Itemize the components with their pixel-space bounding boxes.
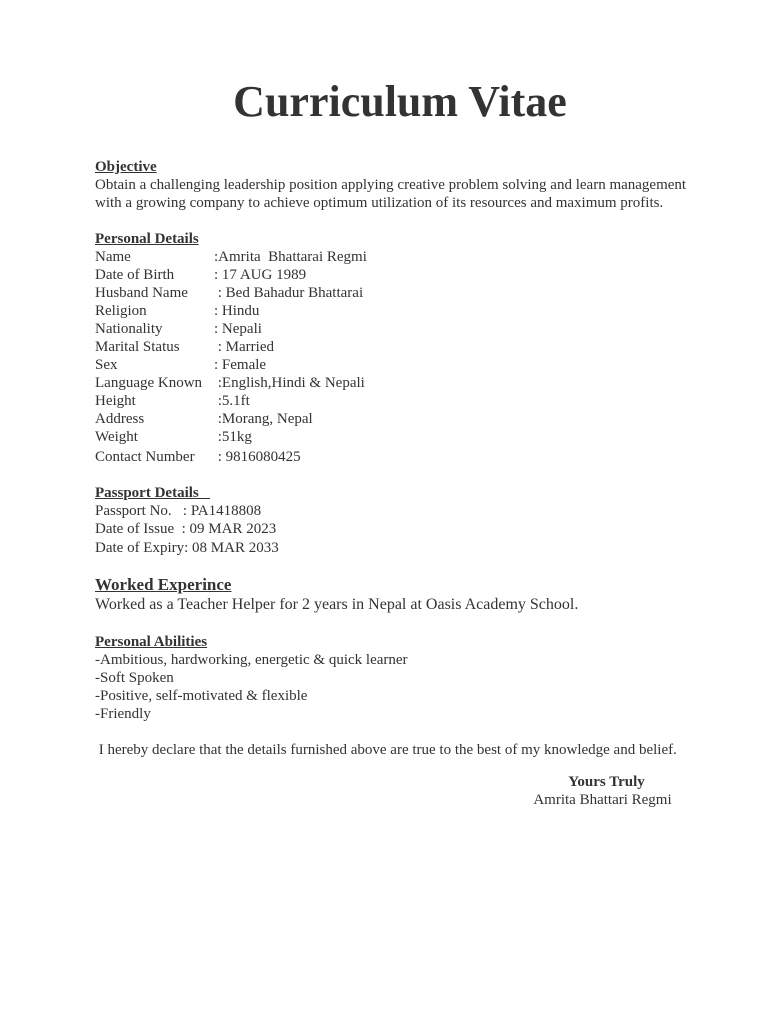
detail-row-weight xyxy=(95,428,705,446)
detail-label: Nationality xyxy=(95,321,163,337)
detail-label: Marital Status xyxy=(95,339,180,355)
personal-abilities-heading: Personal Abilities xyxy=(95,634,208,650)
detail-value: :English,Hindi & Nepali xyxy=(214,375,365,391)
detail-row-language xyxy=(95,374,705,392)
objective-heading: Objective xyxy=(95,159,157,175)
detail-label: Language Known xyxy=(95,375,203,391)
closing-text: Yours Truly xyxy=(568,774,645,790)
detail-row-name xyxy=(95,248,705,266)
detail-value: :5.1ft xyxy=(214,393,250,409)
detail-label: Name xyxy=(95,249,131,265)
personal-details-heading: Personal Details xyxy=(95,231,199,247)
detail-label: Address xyxy=(95,411,145,427)
worked-experience-heading: Worked Experince xyxy=(95,575,232,594)
signature-block xyxy=(520,773,685,809)
ability-item: -Friendly xyxy=(95,706,151,722)
passport-details-heading: Passport Details xyxy=(95,485,210,501)
ability-item: -Ambitious, hardworking, energetic & quick learner xyxy=(95,652,408,668)
objective-text: Obtain a challenging leadership position applying creative problem solving and learn management with a growing company to achieve optimum utilization of its resources and maximum profits. xyxy=(95,177,687,211)
cv-body xyxy=(95,158,705,759)
detail-label: Height xyxy=(95,393,136,409)
detail-label: Weight xyxy=(95,429,138,445)
passport-expiry-line: Date of Expiry: 08 MAR 2033 xyxy=(95,540,279,556)
detail-value: :Amrita Bhattarai Regmi xyxy=(214,249,367,265)
personal-details-list xyxy=(95,248,705,466)
detail-label: Contact Number xyxy=(95,449,195,465)
detail-row-address xyxy=(95,410,705,428)
detail-value: :Morang, Nepal xyxy=(214,411,313,427)
detail-value: : Nepali xyxy=(214,321,262,337)
ability-item: -Soft Spoken xyxy=(95,670,174,686)
detail-row-sex xyxy=(95,356,705,374)
ability-item: -Positive, self-motivated & flexible xyxy=(95,688,308,704)
detail-value: : 17 AUG 1989 xyxy=(214,267,307,283)
worked-experience-text: Worked as a Teacher Helper for 2 years in Nepal at Oasis Academy School. xyxy=(95,596,579,613)
declaration-text: I hereby declare that the details furnished above are true to the best of my knowledge and belief. xyxy=(95,742,677,758)
detail-row-religion xyxy=(95,302,705,320)
detail-value: : Bed Bahadur Bhattarai xyxy=(214,285,364,301)
document-title: Curriculum Vitae xyxy=(233,77,567,126)
detail-row-contact xyxy=(95,448,705,466)
passport-issue-line: Date of Issue : 09 MAR 2023 xyxy=(95,521,277,537)
detail-label: Religion xyxy=(95,303,147,319)
detail-label: Sex xyxy=(95,357,118,373)
detail-value: : 9816080425 xyxy=(214,449,301,465)
detail-row-nationality xyxy=(95,320,705,338)
detail-value: :51kg xyxy=(214,429,252,445)
detail-row-husband xyxy=(95,284,705,302)
detail-label: Husband Name xyxy=(95,285,188,301)
detail-value: : Female xyxy=(214,357,267,373)
signatory-name: Amrita Bhattari Regmi xyxy=(533,792,672,808)
detail-row-marital-status xyxy=(95,338,705,356)
detail-value: : Hindu xyxy=(214,303,260,319)
passport-number-line: Passport No. : PA1418808 xyxy=(95,503,262,519)
detail-row-dob xyxy=(95,266,705,284)
detail-row-height xyxy=(95,392,705,410)
detail-label: Date of Birth xyxy=(95,267,175,283)
detail-value: : Married xyxy=(214,339,274,355)
